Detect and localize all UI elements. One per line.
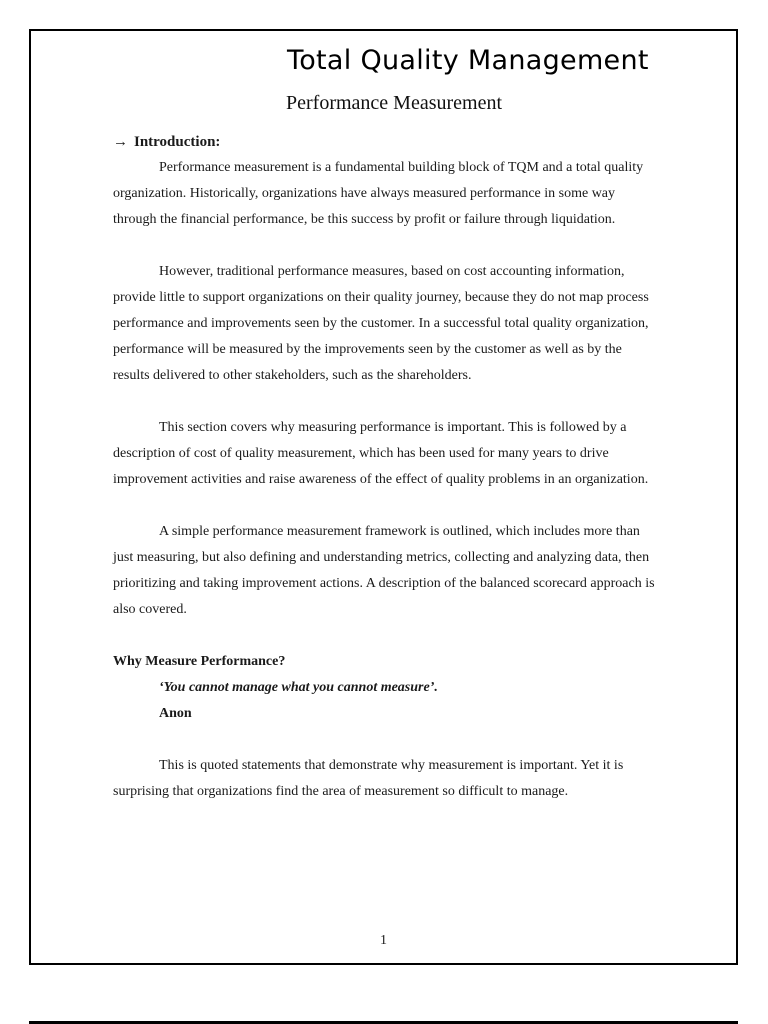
- paragraph: This section covers why measuring performance is important. This is followed by a description of cost of quality measurement, which has been used for many years to drive improvement activities and raise awareness of the effect of quality problems in an organization.: [113, 420, 649, 487]
- section-heading: Why Measure Performance?: [113, 654, 286, 669]
- quote: ‘You cannot manage what you cannot measure’.: [159, 680, 438, 695]
- paragraph-spacer: [113, 623, 658, 649]
- document-body: [113, 129, 658, 805]
- document-subtitle: Performance Measurement: [286, 92, 503, 114]
- paragraph: Performance measurement is a fundamental building block of TQM and a total quality organization. Historically, organizations have always measured performance in some way through the financial performance, be this success by profit or failure through liquidation.: [113, 160, 644, 227]
- quote-author: Anon: [159, 706, 192, 721]
- arrow-icon: →: [113, 134, 128, 150]
- introduction-heading: [113, 129, 658, 155]
- document-title: Total Quality Management: [287, 45, 649, 76]
- closing-paragraph: This is quoted statements that demonstrate why measurement is important. Yet it is surprising that organizations find the area of measurement so difficult to manage.: [113, 758, 624, 799]
- paragraph-spacer: [113, 389, 658, 415]
- paragraph: A simple performance measurement framework is outlined, which includes more than just measuring, but also defining and understanding metrics, collecting and analyzing data, then prioritizing and taking improvement actions. A description of the balanced scorecard approach is also covered.: [113, 524, 655, 617]
- document-page: [29, 29, 738, 965]
- paragraph: However, traditional performance measures, based on cost accounting information, provide little to support organizations on their quality journey, because they do not map process performance and improvements seen by the customer. In a successful total quality organization, performance will be measured by the improvements seen by the customer as well as by the results delivered to other stakeholders, such as the shareholders.: [113, 264, 649, 383]
- paragraph-spacer: [113, 493, 658, 519]
- page-number: 1: [380, 933, 387, 948]
- paragraph-spacer: [113, 727, 658, 753]
- introduction-heading-text: Introduction:: [134, 134, 221, 150]
- paragraph-spacer: [113, 233, 658, 259]
